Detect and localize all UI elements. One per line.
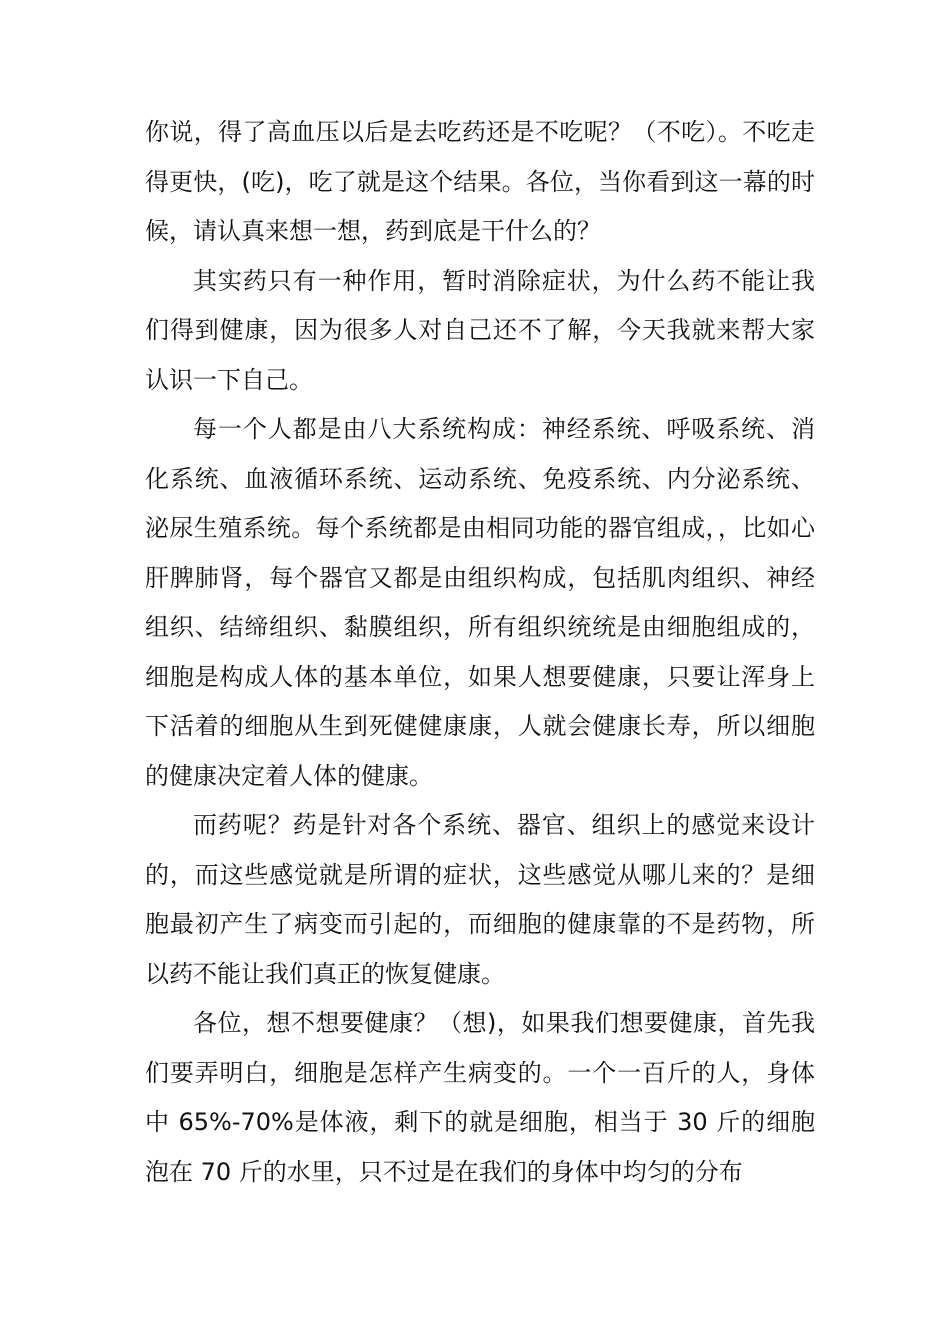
paragraph-2: 其实药只有一种作用，暂时消除症状，为什么药不能让我们得到健康，因为很多人对自己还不了解，今天我就来帮大家认识一下自己。 [145, 266, 815, 394]
paragraph-3: 每一个人都是由八大系统构成：神经系统、呼吸系统、消化系统、血液循环系统、运动系统、免疫系统、内分泌系统、泌尿生殖系统。每个系统都是由相同功能的器官组成，，比如心肝脾肺肾，每个器官又都是由组织构成，包括肌肉组织、神经组织、结缔组织、黏膜组织，所有组织统统是由细胞组成的，细胞是构成人体的基本单位，如果人想要健康，只要让浑身上下活着的细胞从生到死健健康康，人就会健康长寿，所以细胞的健康决定着人体的健康。 [145, 415, 815, 790]
paragraph-4: 而药呢？药是针对各个系统、器官、组织上的感觉来设计的，而这些感觉就是所谓的症状，这些感觉从哪儿来的？是细胞最初产生了病变而引起的，而细胞的健康靠的不是药物，所以药不能让我们真正的恢复健康。 [145, 811, 815, 988]
body-text [145, 108, 815, 1197]
paragraph-1: 你说，得了高血压以后是去吃药还是不吃呢？（不吃）。不吃走得更快，(吃)，吃了就是这个结果。各位，当你看到这一幕的时候，请认真来想一想，药到底是干什么的？ [145, 118, 815, 245]
paragraph-5: 各位，想不想要健康？（想)，如果我们想要健康，首先我们要弄明白，细胞是怎样产生病变的。一个一百斤的人，身体中 65%-70%是体液，剩下的就是细胞，相当于 30 斤的细胞泡在 70 斤的水里，只不过是在我们的身体中均匀的分布 [145, 1009, 815, 1186]
